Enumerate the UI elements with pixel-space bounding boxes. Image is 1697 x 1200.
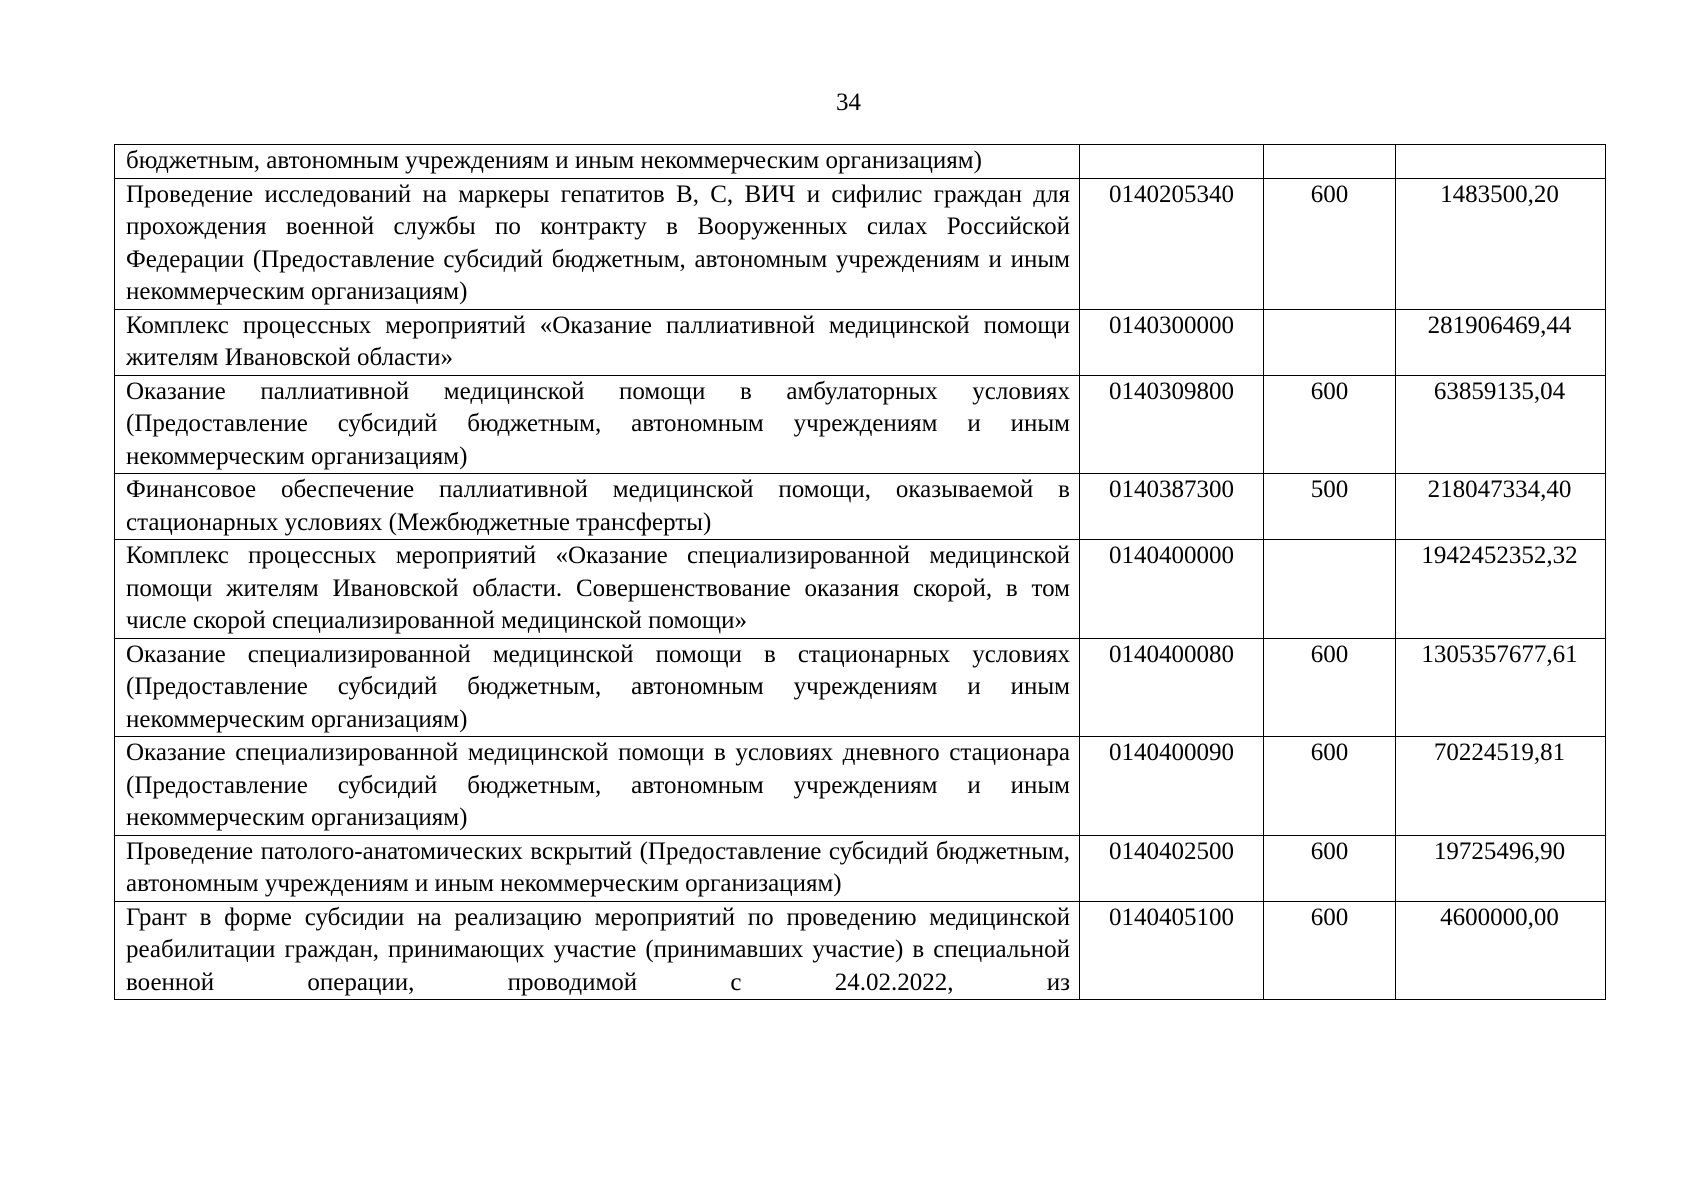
row-expense-type: 600 [1264,901,1396,1000]
row-name: Финансовое обеспечение паллиативной медицинской помощи, оказываемой в стационарных условиях (Межбюджетные трансферты) [115,474,1080,540]
row-name: Оказание паллиативной медицинской помощи в амбулаторных условиях (Предоставление субсидий бюджетным, автономным учреждениям и иным некоммерческим организациям) [115,375,1080,474]
table-row [115,540,1606,639]
row-amount: 218047334,40 [1396,474,1606,540]
row-code: 0140309800 [1080,375,1264,474]
row-code: 0140300000 [1080,309,1264,375]
row-code [1080,145,1264,179]
row-amount: 1942452352,32 [1396,540,1606,639]
table-row [115,638,1606,737]
page-number: 34 [836,89,861,116]
row-name: Оказание специализированной медицинской помощи в стационарных условиях (Предоставление субсидий бюджетным, автономным учреждениям и иным некоммерческим организациям) [115,638,1080,737]
row-expense-type: 600 [1264,638,1396,737]
row-amount: 4600000,00 [1396,901,1606,1000]
row-amount: 1305357677,61 [1396,638,1606,737]
row-expense-type: 600 [1264,178,1396,309]
row-code: 0140205340 [1080,178,1264,309]
row-code: 0140402500 [1080,835,1264,901]
row-code: 0140400000 [1080,540,1264,639]
row-amount: 1483500,20 [1396,178,1606,309]
row-amount: 63859135,04 [1396,375,1606,474]
row-name: Комплекс процессных мероприятий «Оказание паллиативной медицинской помощи жителям Ивановской области» [115,309,1080,375]
row-name: Комплекс процессных мероприятий «Оказание специализированной медицинской помощи жителям Ивановской области. Совершенствование оказания скорой, в том числе скорой специализированной медицинской помощи» [115,540,1080,639]
row-amount: 19725496,90 [1396,835,1606,901]
row-name: Грант в форме субсидии на реализацию мероприятий по проведению медицинской реабилитации граждан, принимающих участие (принимавших участие) в специальной военной операции, проводимой с 24.02.2022, из [115,901,1080,1000]
row-code: 0140400080 [1080,638,1264,737]
table-row [115,178,1606,309]
row-expense-type: 600 [1264,737,1396,836]
budget-table [114,144,1606,1000]
row-name: Проведение патолого-анатомических вскрытий (Предоставление субсидий бюджетным, автономным учреждениям и иным некоммерческим организациям) [115,835,1080,901]
row-code: 0140405100 [1080,901,1264,1000]
table-row [115,309,1606,375]
table-row [115,145,1606,179]
row-name: бюджетным, автономным учреждениям и иным некоммерческим организациям) [115,145,1080,179]
row-amount: 281906469,44 [1396,309,1606,375]
row-expense-type: 600 [1264,375,1396,474]
row-expense-type [1264,145,1396,179]
table-row [115,835,1606,901]
table-row [115,901,1606,1000]
row-name: Оказание специализированной медицинской помощи в условиях дневного стационара (Предоставление субсидий бюджетным, автономным учреждениям и иным некоммерческим организациям) [115,737,1080,836]
table-row [115,737,1606,836]
row-expense-type [1264,309,1396,375]
row-amount: 70224519,81 [1396,737,1606,836]
row-expense-type: 500 [1264,474,1396,540]
table-row [115,375,1606,474]
row-code: 0140387300 [1080,474,1264,540]
row-name: Проведение исследований на маркеры гепатитов В, С, ВИЧ и сифилис граждан для прохождения военной службы по контракту в Вооруженных силах Российской Федерации (Предоставление субсидий бюджетным, автономным учреждениям и иным некоммерческим организациям) [115,178,1080,309]
row-code: 0140400090 [1080,737,1264,836]
table-row [115,474,1606,540]
row-expense-type: 600 [1264,835,1396,901]
row-amount [1396,145,1606,179]
row-expense-type [1264,540,1396,639]
